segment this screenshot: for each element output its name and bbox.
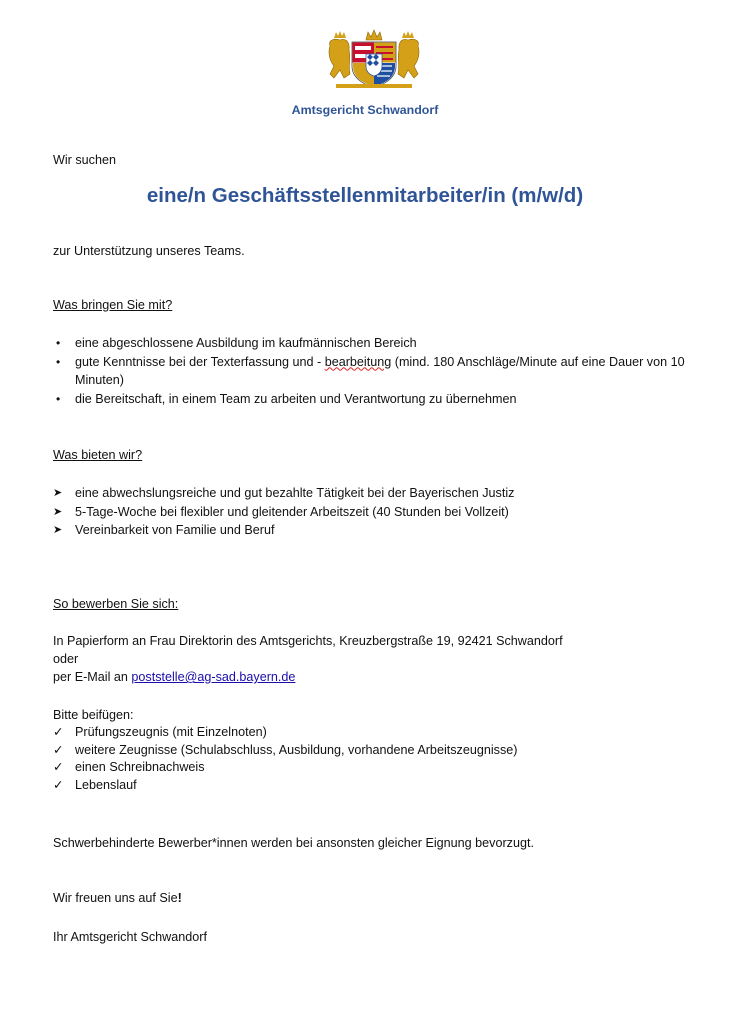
requirements-list [53,334,703,408]
list-item [53,353,703,390]
apply-or-text: oder [53,652,79,666]
list-item [53,484,514,503]
closing-exclamation: ! [177,891,182,905]
court-name: Amtsgericht Schwandorf [291,103,439,117]
signature-text: Ihr Amtsgericht Schwandorf [53,930,207,944]
attachments-label: Bitte beifügen: [53,708,134,722]
list-item-text: gute Kenntnisse bei der Texterfassung und - [75,354,325,369]
apply-email-label: per E-Mail an [53,670,132,684]
checkmark-icon: ✓ [53,777,64,792]
arrow-bullet-icon: ➤ [53,524,63,536]
apply-heading: So bewerben Sie sich: [53,597,179,611]
requirements-heading: Was bringen Sie mit? [53,298,173,312]
arrow-bullet-icon: ➤ [53,505,63,518]
checkmark-icon: ✓ [53,760,64,774]
list-item [53,777,517,795]
checkmark-icon: ✓ [53,742,64,757]
list-item [53,724,517,742]
list-item-text: weitere Zeugnisse (Schulabschluss, Ausbildung, vorhandene Arbeitszeugnisse) [75,742,518,757]
closing-text: Wir freuen uns auf Sie [53,891,178,905]
bavarian-coat-of-arms-icon [324,28,424,90]
list-item [53,390,703,409]
list-item-text: (mind. 180 Anschläge/Minute auf eine Dauer von 10 Minuten) [75,354,685,387]
intro-text: Wir suchen [53,153,116,167]
list-item [53,503,514,522]
offer-heading: Was bieten wir? [53,448,143,462]
offer-list [53,484,514,540]
list-item-text: 5-Tage-Woche bei flexibler und gleitender Arbeitszeit (40 Stunden bei Vollzeit) [75,504,509,519]
disability-notice: Schwerbehinderte Bewerber*innen werden bei ansonsten gleicher Eignung bevorzugt. [53,836,534,850]
list-item-text: eine abgeschlossene Ausbildung im kaufmännischen Bereich [75,336,417,350]
checkmark-icon: ✓ [53,725,64,739]
apply-postal-text: In Papierform an Frau Direktorin des Amtsgerichts, Kreuzbergstraße 19, 92421 Schwandorf [53,634,563,648]
list-item-text: Lebenslauf [75,777,137,792]
list-item-text: die Bereitschaft, in einem Team zu arbeiten und Verantwortung zu übernehmen [75,391,517,406]
list-item-text: eine abwechslungsreiche und gut bezahlte Tätigkeit bei der Bayerischen Justiz [75,486,515,500]
apply-email-line [53,668,295,686]
list-item-text: Vereinbarkeit von Familie und Beruf [75,523,275,537]
spellcheck-word: bearbeitung [324,354,392,369]
list-item [53,521,514,540]
closing-line [53,889,182,907]
attachments-list [53,724,517,794]
list-item-text: Prüfungszeugnis (mit Einzelnoten) [75,725,267,739]
email-link[interactable]: poststelle@ag-sad.bayern.de [131,670,296,684]
list-item [53,759,517,777]
arrow-bullet-icon: ➤ [53,487,63,499]
job-title: eine/n Geschäftsstellenmitarbeiter/in (m/w/d) [146,184,584,207]
support-text: zur Unterstützung unseres Teams. [53,244,245,258]
list-item [53,334,703,353]
list-item-text: einen Schreibnachweis [75,760,205,774]
list-item [53,742,517,760]
